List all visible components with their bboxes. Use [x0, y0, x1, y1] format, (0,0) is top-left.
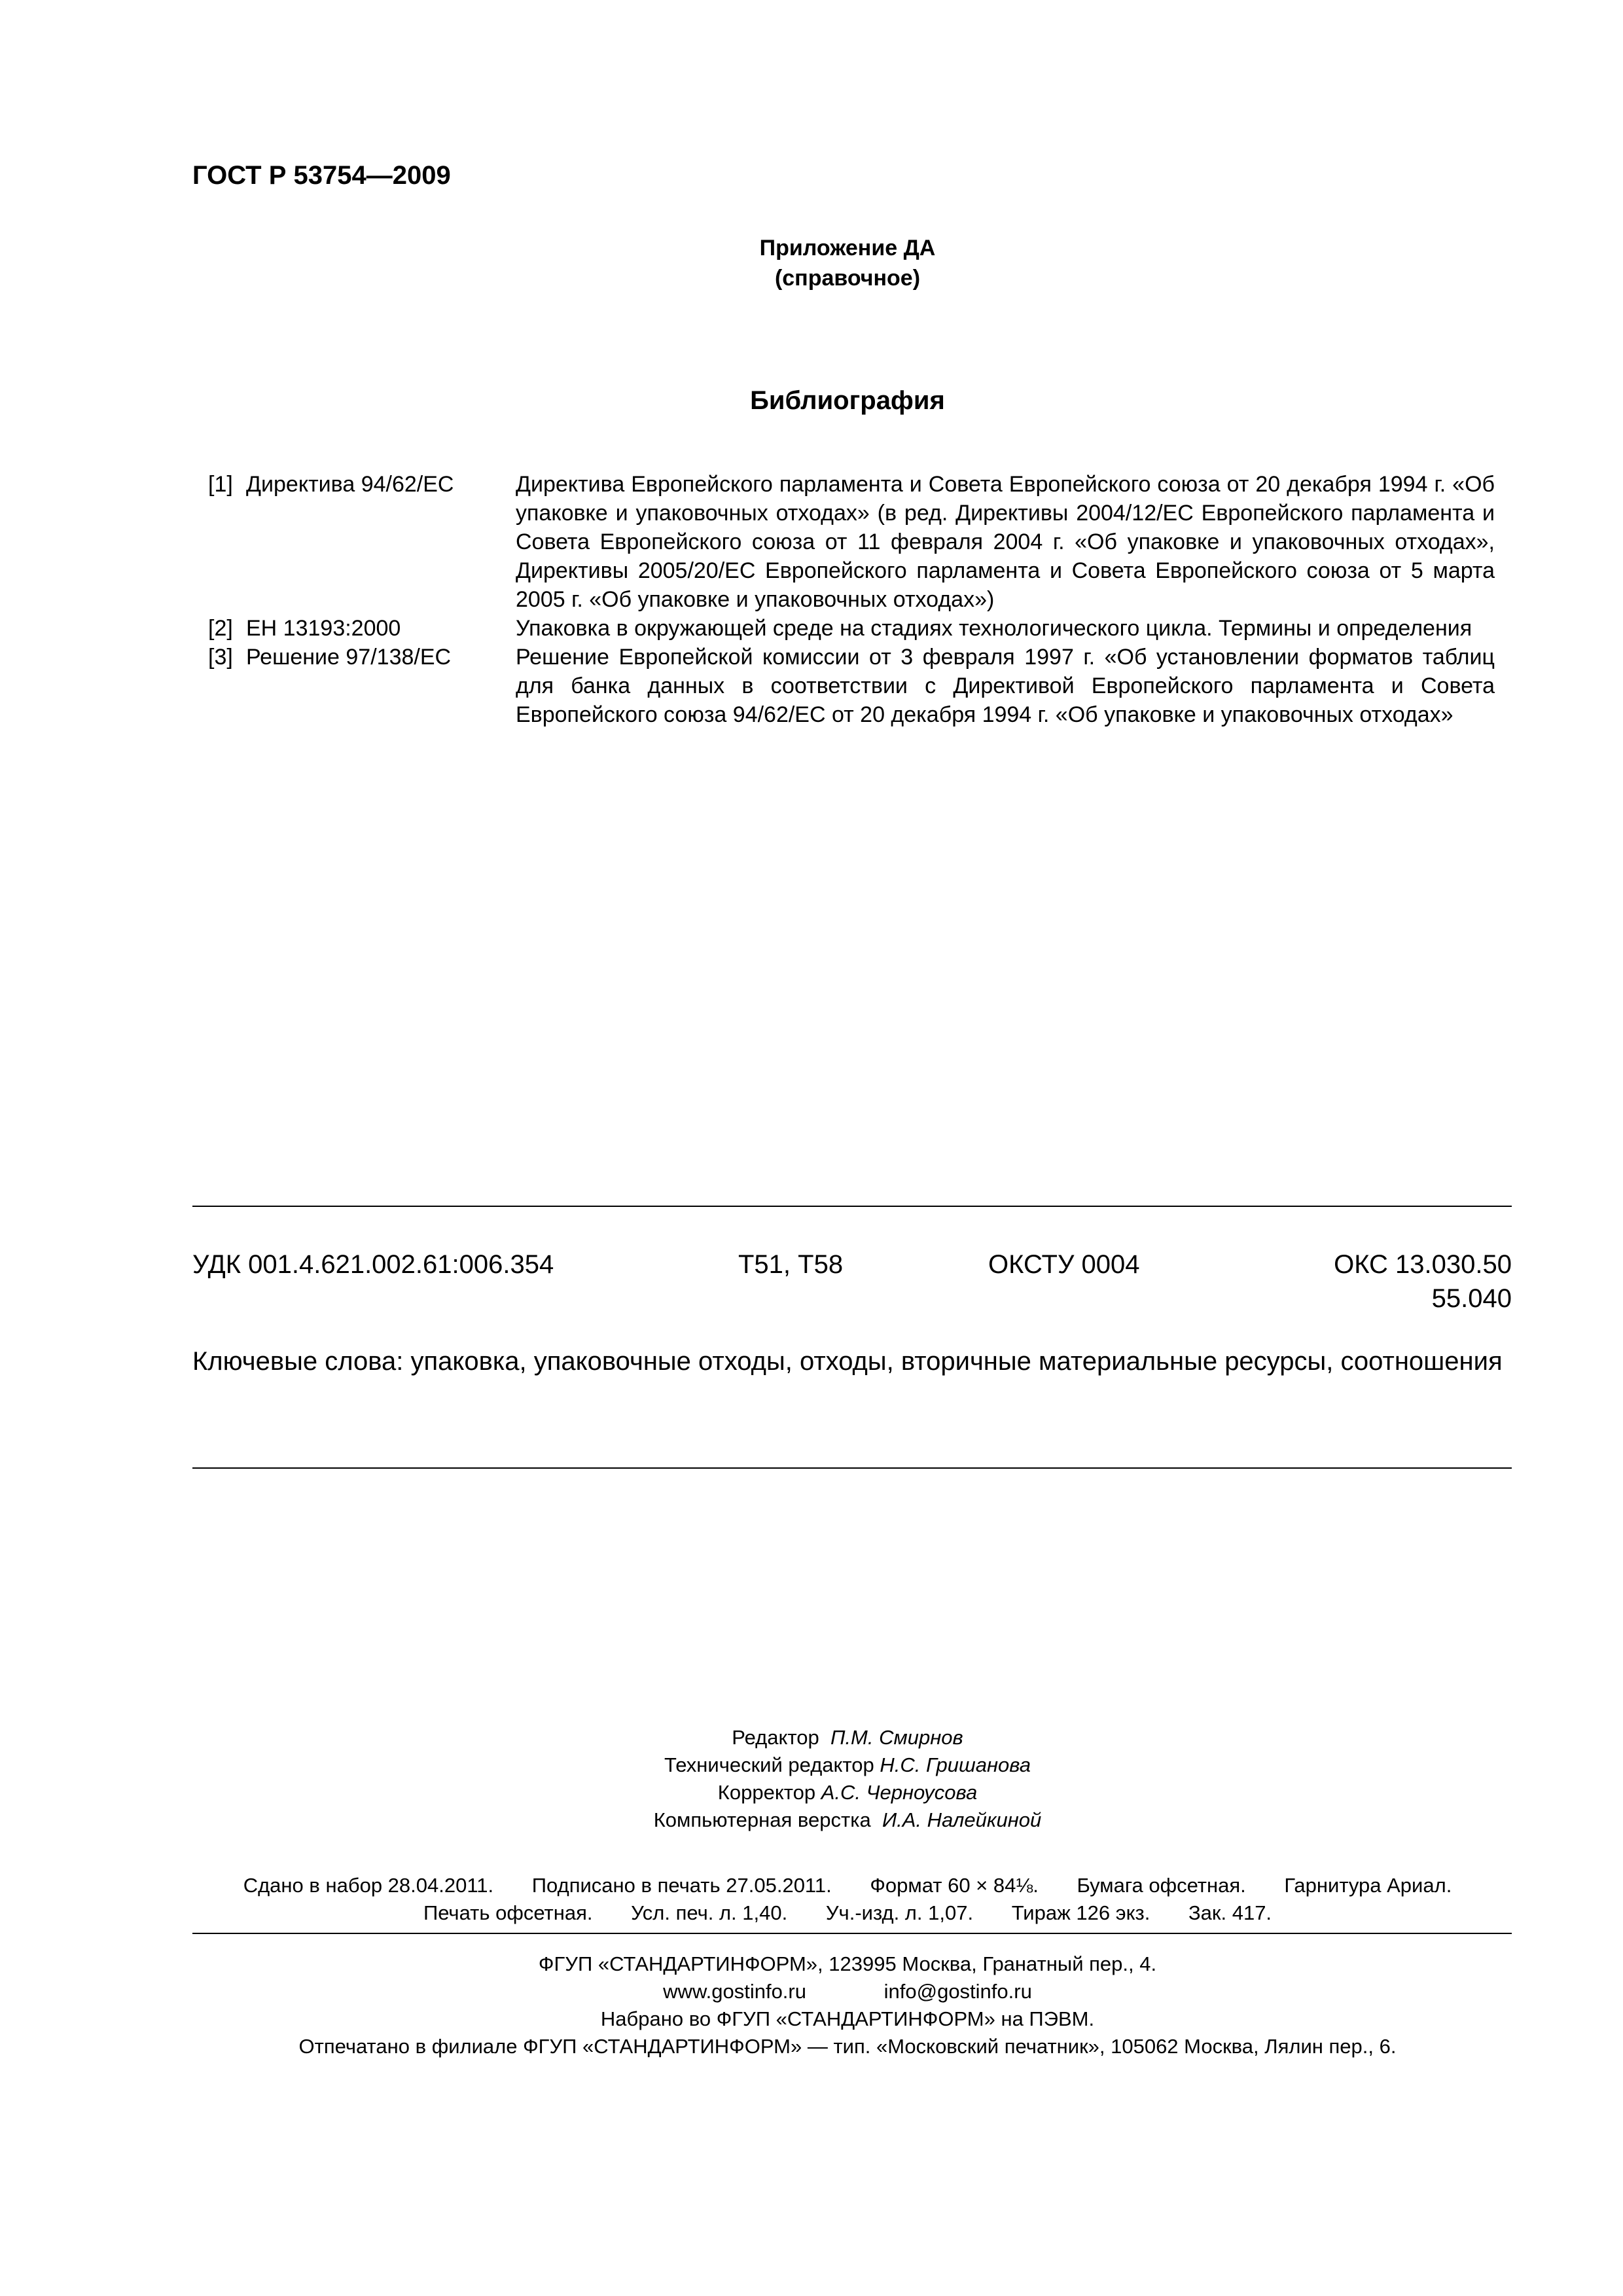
credit-tech-editor-name: Н.С. Гришанова	[880, 1753, 1031, 1776]
print-sent: Сдано в набор 28.04.2011.	[243, 1874, 494, 1897]
print-run: Тираж 126 экз.	[1011, 1901, 1150, 1924]
credit-corrector-label: Корректор	[717, 1781, 816, 1804]
t-codes: Т51, Т58	[738, 1250, 844, 1279]
credit-tech-editor	[0, 1751, 1623, 1779]
print-paper: Бумага офсетная.	[1077, 1874, 1246, 1897]
print-order: Зак. 417.	[1188, 1901, 1272, 1924]
publisher-site-link[interactable]: www.gostinfo.ru	[663, 1980, 806, 2003]
bibliography-item-text: Решение Европейской комиссии от 3 февраля 1997 г. «Об установлении форматов таблиц для банка данных в соответствии с Директивой Европейского парламента и Совета Европейского союза 94/62/ЕС от 20 декабря 1994 г. «Об упаковке и упаковочных отходах»	[516, 645, 1495, 727]
publisher-address: ФГУП «СТАНДАРТИНФОРМ», 123995 Москва, Гранатный пер., 4.	[538, 1952, 1157, 1975]
credit-editor-name: П.М. Смирнов	[830, 1726, 963, 1749]
bibliography-item	[208, 614, 1495, 643]
appendix-heading	[0, 233, 1623, 293]
divider-bottom	[192, 1933, 1512, 1934]
publisher-email-link[interactable]: info@gostinfo.ru	[883, 1980, 1032, 2003]
credit-editor	[0, 1724, 1623, 1751]
bibliography-item-number: [2]	[208, 616, 233, 641]
bibliography-item-number: [1]	[208, 472, 233, 497]
bibliography-list	[208, 470, 1495, 729]
credit-corrector-name: А.С. Черноусова	[821, 1781, 978, 1804]
publisher-contacts	[0, 1978, 1623, 2005]
oks-code	[1334, 1247, 1512, 1316]
keywords: Ключевые слова: упаковка, упаковочные отходы, отходы, вторичные материальные ресурсы, соотношения	[192, 1347, 1503, 1376]
divider-top	[192, 1206, 1512, 1207]
print-signed: Подписано в печать 27.05.2011.	[531, 1874, 832, 1897]
print-font: Гарнитура Ариал.	[1284, 1874, 1452, 1897]
divider-middle	[192, 1467, 1512, 1469]
bibliography-item	[208, 643, 1495, 729]
appendix-title: Приложение ДА	[759, 236, 936, 260]
credit-layout-label: Компьютерная верстка	[653, 1808, 871, 1831]
document-code: ГОСТ Р 53754—2009	[192, 161, 451, 190]
appendix-subtitle: (справочное)	[774, 266, 921, 291]
oks-code-line2: 55.040	[1431, 1284, 1512, 1313]
credit-tech-editor-label: Технический редактор	[664, 1753, 874, 1776]
print-method: Печать офсетная.	[423, 1901, 593, 1924]
print-sheets: Усл. печ. л. 1,40.	[631, 1901, 788, 1924]
bibliography-item-text: Упаковка в окружающей среде на стадиях технологического цикла. Термины и определения	[516, 616, 1472, 641]
print-pub-sheets: Уч.-изд. л. 1,07.	[825, 1901, 974, 1924]
print-format: Формат 60 × 84⅛.	[870, 1874, 1039, 1897]
publisher-printed: Отпечатано в филиале ФГУП «СТАНДАРТИНФОРМ» — тип. «Московский печатник», 105062 Москва, Лялин пер., 6.	[298, 2035, 1397, 2058]
bibliography-item-code: ЕН 13193:2000	[246, 616, 401, 641]
bibliography-item-code: Директива 94/62/ЕС	[246, 472, 454, 497]
credits-block	[0, 1724, 1623, 1834]
credit-layout	[0, 1806, 1623, 1834]
credit-layout-name: И.А. Налейкиной	[882, 1808, 1042, 1831]
credit-corrector	[0, 1779, 1623, 1806]
publisher-block	[0, 1950, 1623, 2060]
credit-editor-label: Редактор	[732, 1726, 819, 1749]
okstu-code: ОКСТУ 0004	[988, 1250, 1140, 1279]
bibliography-item-text: Директива Европейского парламента и Совета Европейского союза от 20 декабря 1994 г. «Об упаковке и упаковочных отходах» (в ред. Директивы 2004/12/ЕС Европейского парламента и Совета Европейского союза от 11 февраля 2004 г. «Об упаковке и упаковочных отходах», Директивы 2005/20/ЕС Европейского парламента и Совета Европейского союза от 5 марта 2005 г. «Об упаковке и упаковочных отходах»)	[516, 472, 1495, 612]
bibliography-item-code: Решение 97/138/ЕС	[246, 645, 452, 670]
print-info-line1	[0, 1872, 1623, 1899]
print-info	[0, 1872, 1623, 1927]
publisher-typeset: Набрано во ФГУП «СТАНДАРТИНФОРМ» на ПЭВМ.	[600, 2007, 1095, 2030]
bibliography-item-number: [3]	[208, 645, 233, 670]
print-info-line2	[0, 1899, 1623, 1927]
bibliography-item	[208, 470, 1495, 614]
oks-code-line1: ОКС 13.030.50	[1334, 1250, 1512, 1279]
udk-code: УДК 001.4.621.002.61:006.354	[192, 1250, 554, 1279]
bibliography-title: Библиография	[750, 386, 945, 415]
